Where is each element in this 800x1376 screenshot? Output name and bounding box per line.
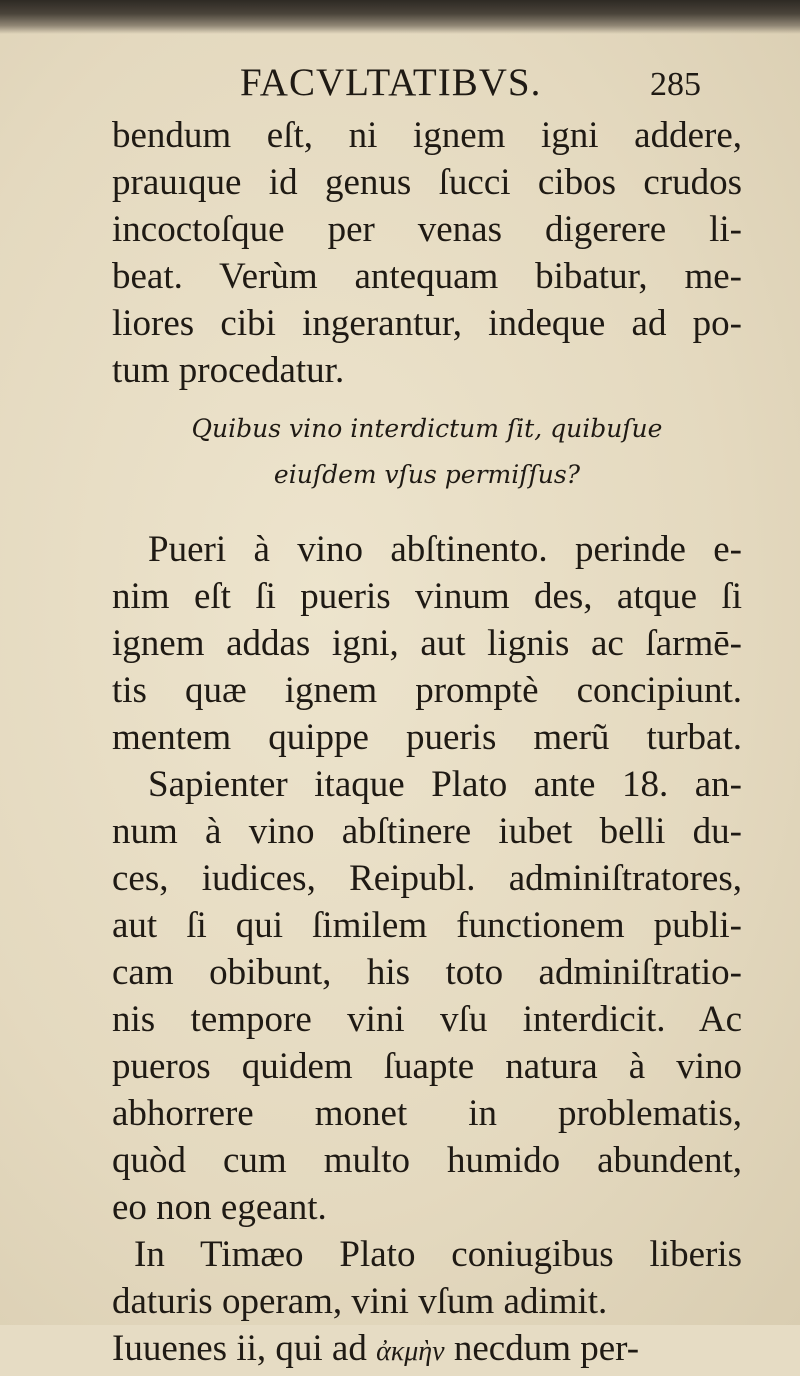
text-line: pueros quidem ſuapte natura à vino: [112, 1046, 742, 1087]
text-line: beat. Verùm antequam bibatur, me-: [112, 256, 742, 297]
text-line: ces, iudices, Reipubl. adminiſtratores,: [112, 858, 742, 899]
text-line: prauıque id genus ſucci cibos crudos: [112, 162, 742, 203]
heading-line: Quibus vino interdictum ſit, quibuſue: [191, 414, 663, 443]
text-line: eo non egeant.: [112, 1187, 327, 1228]
text-line: incoctoſque per venas digerere li-: [112, 209, 742, 250]
text-line: bendum eſt, ni ignem igni addere,: [112, 115, 742, 156]
text-line: cam obibunt, his toto adminiſtratio-: [112, 952, 742, 993]
text-fragment: Iuuenes ii, qui ad: [112, 1328, 367, 1369]
text-line: liores cibi ingerantur, indeque ad po-: [112, 303, 742, 344]
text-line: ignem addas igni, aut lignis ac ſarmē-: [112, 623, 742, 664]
text-line: daturis operam, vini vſum adimit.: [112, 1281, 608, 1322]
text-line: nis tempore vini vſu interdicit. Ac: [112, 999, 742, 1040]
text-line: Sapienter itaque Plato ante 18. an-: [148, 764, 742, 805]
text-line: mentem quippe pueris merũ turbat.: [112, 717, 742, 758]
text-line: nim eſt ſi pueris vinum des, atque ſi: [112, 576, 742, 617]
text-line: quòd cum multo humido abundent,: [112, 1140, 742, 1181]
page-top-edge: [0, 0, 800, 34]
greek-word: ἀκμὴν: [376, 1336, 445, 1367]
paragraph-1: [112, 112, 742, 394]
text-line: tum procedatur.: [112, 350, 345, 391]
text-fragment: necdum per-: [453, 1328, 640, 1369]
text-line: aut ſi qui ſimilem functionem publi-: [112, 905, 742, 946]
text-line-last: [112, 1326, 742, 1373]
text-line: tis quæ ignem promptè concipiunt.: [112, 670, 742, 711]
text-line: Pueri à vino abſtinento. perinde e-: [148, 529, 742, 570]
main-text: [112, 527, 742, 1373]
running-head-title: FACVLTATIBVS.: [240, 61, 542, 104]
running-head: [240, 60, 760, 110]
text-line: abhorrere monet in problematis,: [112, 1093, 742, 1134]
text-line: num à vino abſtinere iubet belli du-: [112, 811, 742, 852]
section-heading: [112, 406, 742, 498]
page-number: 285: [650, 66, 701, 103]
text-line: In Timæo Plato coniugibus liberis: [134, 1234, 742, 1275]
heading-line: eiuſdem vſus permiſſus?: [273, 460, 581, 489]
